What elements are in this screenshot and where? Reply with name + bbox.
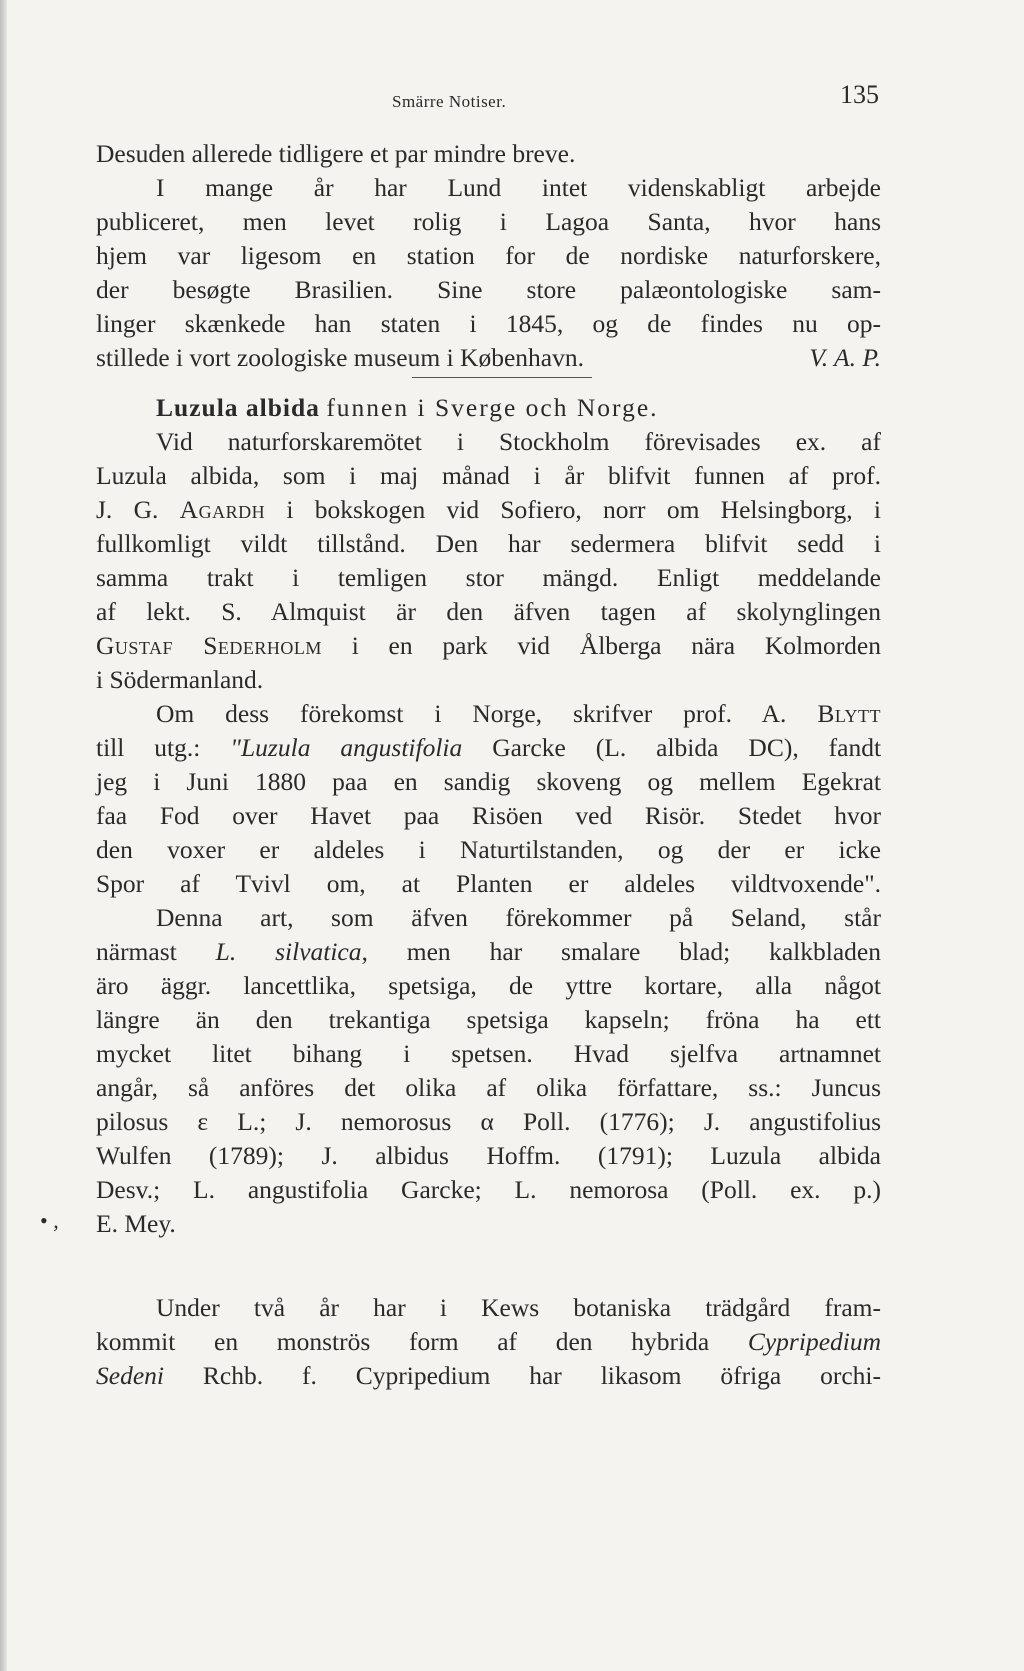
text-run: Rchb. f. Cypripedium har likasom öfriga orchi- [202, 1361, 882, 1390]
text-line: jeg i Juni 1880 paa en sandig skoveng og mellem Egekrat [96, 767, 881, 796]
heading-bold: Luzula albida [156, 393, 320, 422]
text-line [96, 934, 881, 970]
text-line: längre än den trekantiga spetsiga kapseln; fröna ha ett [96, 1005, 881, 1034]
text-line: af lekt. S. Almquist är den äfven tagen af skolynglingen [96, 597, 881, 626]
text-run: i bokskogen vid Sofiero, norr om Helsingborg, i [286, 495, 882, 524]
text-line: linger skænkede han staten i 1845, og de findes nu op- [96, 309, 881, 338]
text-line: faa Fod over Havet paa Risöen ved Risör. Stedet hvor [96, 801, 881, 830]
running-head: Smärre Notiser. [392, 92, 507, 111]
page-number: 135 [840, 80, 879, 109]
text-line [96, 340, 881, 376]
text-run: i en park vid Ålberga nära Kolmorden [351, 631, 881, 660]
text-run: men har smalare blad; kalkbladen [406, 937, 881, 966]
margin-mark: • , [40, 1208, 59, 1233]
text-line [96, 628, 881, 664]
text-line [96, 492, 881, 528]
section-heading [156, 390, 881, 426]
text-line: publiceret, men levet rolig i Lagoa Santa, hvor hans [96, 207, 881, 236]
page-header [0, 80, 1024, 120]
text-line: mycket litet bihang i spetsen. Hvad sjelfva artnamnet [96, 1039, 881, 1068]
text-line: angår, så anföres det olika af olika författare, ss.: Juncus [96, 1073, 881, 1102]
text-line: I mange år har Lund intet videnskabligt arbejde [156, 173, 881, 202]
text-line: i Södermanland. [96, 665, 264, 694]
text-line: Wulfen (1789); J. albidus Hoffm. (1791); Luzula albida [96, 1141, 881, 1170]
text-run: Garcke (L. albida DC), fandt [492, 733, 882, 762]
text-line: fullkomligt vildt tillstånd. Den har sedermera blifvit sedd i [96, 529, 881, 558]
page-edge-shadow [0, 0, 7, 1671]
text-line: der besøgte Brasilien. Sine store palæontologiske sam- [96, 275, 881, 304]
text-run: till utg.: [96, 733, 201, 762]
person-name: Agardh [179, 495, 266, 524]
species-name: L. silvatica, [215, 937, 368, 966]
species-name: Sedeni [96, 1361, 164, 1390]
text-run: kommit en monströs form af den hybrida [96, 1327, 710, 1356]
text-run: Om dess förekomst i Norge, skrifver prof. A. [156, 699, 787, 728]
genus-name: Cypripedium [747, 1327, 882, 1356]
text-line: den voxer er aldeles i Naturtilstanden, og der er icke [96, 835, 881, 864]
text-run: stillede i vort zoologiske museum i København. [96, 343, 584, 372]
text-line: hjem var ligesom en station for de nordiske naturforskere, [96, 241, 881, 270]
text-line: E. Mey. [96, 1209, 176, 1238]
text-run: J. G. [96, 495, 159, 524]
text-line: Spor af Tvivl om, at Planten er aldeles vildtvoxende". [96, 869, 881, 898]
text-line: Luzula albida, som i maj månad i år blifvit funnen af prof. [96, 461, 881, 490]
text-line: Desuden allerede tidligere et par mindre breve. [96, 139, 576, 168]
text-line: Desv.; L. angustifolia Garcke; L. nemorosa (Poll. ex. p.) [96, 1175, 881, 1204]
section-divider [412, 377, 592, 378]
text-line: Under två år har i Kews botaniska trädgård fram- [156, 1293, 881, 1322]
person-name: Gustaf Sederholm [96, 631, 322, 660]
text-line: pilosus ε L.; J. nemorosus α Poll. (1776); J. angustifolius [96, 1107, 881, 1136]
text-line: Denna art, som äfven förekommer på Seland, står [156, 903, 881, 932]
text-line [156, 696, 881, 732]
text-line: Vid naturforskaremötet i Stockholm förevisades ex. af [156, 427, 881, 456]
text-line: äro äggr. lancettlika, spetsiga, de yttre kortare, alla något [96, 971, 881, 1000]
text-line [96, 1358, 881, 1394]
text-line [96, 1324, 881, 1360]
text-line [96, 730, 881, 766]
signature: V. A. P. [809, 343, 881, 372]
heading-rest: funnen i Sverge och Norge. [326, 393, 659, 422]
text-line: samma trakt i temligen stor mängd. Enligt meddelande [96, 563, 881, 592]
person-name: Blytt [817, 699, 882, 728]
text-run: närmast [96, 937, 177, 966]
species-name: "Luzula angustifolia [230, 733, 463, 762]
